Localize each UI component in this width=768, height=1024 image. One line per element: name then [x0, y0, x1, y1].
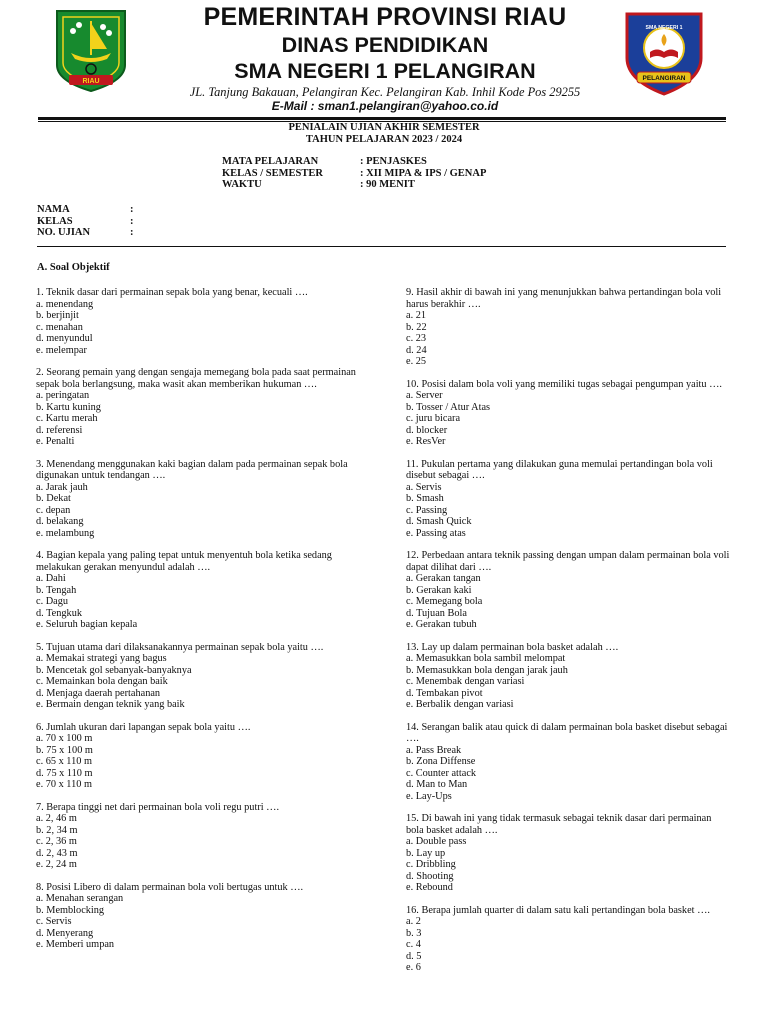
answer-option: e. 25	[406, 356, 427, 367]
question-text: 4. Bagian kepala yang paling tepat untuk menyentuh bola ketika sedang melakukan gerakan menyundul adalah ….	[36, 550, 335, 573]
answer-option: b. 3	[406, 927, 422, 939]
answer-option: b. 22	[406, 321, 427, 333]
identity-row-exam-number	[37, 227, 134, 239]
letterhead-rule-thick	[38, 117, 726, 120]
answer-option: d. Man to Man	[406, 779, 468, 790]
question-block	[406, 550, 731, 631]
riau-province-emblem-logo	[55, 9, 127, 93]
answer-option: d. menyundul	[36, 333, 93, 344]
department-title: DINAS PENDIDIKAN	[281, 33, 489, 57]
exam-meta	[222, 156, 486, 191]
answer-option: a. Servis	[406, 481, 442, 493]
answer-option: b. Tengah	[36, 584, 77, 596]
answer-option: a. 70 x 100 m	[36, 733, 93, 744]
question-block	[36, 882, 356, 951]
answer-option: d. Tembakan pivot	[406, 687, 483, 699]
answer-option: b. Mencetak gol sebanyak-banyaknya	[36, 664, 192, 676]
answer-option: e. ResVer	[406, 436, 446, 447]
answer-option: a. menendang	[36, 298, 94, 310]
answer-option: a. Menahan serangan	[36, 893, 124, 904]
identity-colon: :	[130, 227, 134, 238]
answer-option: b. Smash	[406, 493, 444, 504]
question-text: 10. Posisi dalam bola voli yang memiliki tugas sebagai pengumpan yaitu ….	[406, 378, 723, 390]
school-emblem-logo	[623, 10, 705, 96]
answer-option: e. Rebound	[406, 882, 453, 893]
answer-option: a. Server	[406, 390, 443, 401]
answer-option: a. 21	[406, 310, 427, 321]
identity-colon: :	[130, 204, 134, 215]
question-block	[406, 642, 731, 711]
answer-option: e. Lay-Ups	[406, 790, 452, 802]
answer-option: e. Gerakan tubuh	[406, 619, 477, 630]
question-text: 3. Menendang menggunakan kaki bagian dalam pada permainan sepak bola digunakan untuk tendangan ….	[36, 458, 351, 481]
answer-option: e. Passing atas	[406, 527, 466, 539]
answer-option: a. Double pass	[406, 836, 467, 847]
meta-row-class	[222, 168, 486, 180]
question-block	[36, 367, 359, 448]
meta-label: KELAS / SEMESTER	[222, 167, 323, 179]
answer-option: a. peringatan	[36, 390, 90, 401]
identity-label: NAMA	[37, 204, 70, 215]
answer-option: a. Gerakan tangan	[406, 573, 481, 584]
question-block	[36, 642, 356, 711]
answer-option: d. blocker	[406, 424, 448, 436]
question-block	[406, 722, 731, 803]
question-block	[406, 459, 731, 540]
answer-option: e. Penalti	[36, 436, 75, 447]
question-text: 12. Perbedaan antara teknik passing dengan umpan dalam permainan bola voli dapat dilihat dari ….	[406, 550, 732, 573]
answer-option: a. 2	[406, 916, 421, 927]
answer-option: b. 2, 34 m	[36, 824, 78, 836]
section-separator	[37, 246, 726, 247]
school-address: JL. Tanjung Bakauan, Pelangiran Kec. Pelangiran Kab. Inhil Kode Pos 29255	[189, 85, 581, 99]
question-text: 2. Seorang pemain yang dengan sengaja memegang bola pada saat permainan sepak bola berlangsung, maka wasit akan memberikan hukuman ….	[36, 367, 359, 390]
answer-option: c. 65 x 110 m	[36, 756, 92, 767]
answer-option: b. 75 x 100 m	[36, 744, 93, 756]
question-text: 13. Lay up dalam permainan bola basket adalah ….	[406, 641, 619, 653]
question-text: 11. Pukulan pertama yang dilakukan guna memulai pertandingan bola voli disebut sebagai ….	[406, 458, 716, 481]
answer-option: d. referensi	[36, 424, 83, 436]
answer-option: c. menahan	[36, 321, 83, 333]
meta-value: : PENJASKES	[360, 156, 427, 167]
answer-option: e. Seluruh bagian kepala	[36, 619, 138, 630]
identity-row-class	[37, 216, 134, 228]
school-emblem-text: SMA NEGERI 1	[645, 25, 683, 31]
emblem-ribbon-text: RIAU	[82, 78, 100, 85]
answer-option: d. 75 x 110 m	[36, 767, 93, 779]
question-text: 16. Berapa jumlah quarter di dalam satu kali pertandingan bola basket ….	[406, 904, 710, 916]
identity-label: NO. UJIAN	[37, 227, 91, 238]
section-title: A. Soal Objektif	[37, 262, 110, 273]
answer-option: c. Dribbling	[406, 859, 456, 870]
question-text: 6. Jumlah ukuran dari lapangan sepak bola yaitu ….	[36, 721, 251, 733]
question-text: 14. Serangan balik atau quick di dalam permainan bola basket disebut sebagai ….	[406, 721, 730, 744]
government-title: PEMERINTAH PROVINSI RIAU	[203, 3, 567, 31]
question-text: 8. Posisi Libero di dalam permainan bola voli bertugas untuk ….	[36, 881, 304, 893]
meta-row-time	[222, 179, 486, 191]
answer-option: e. melempar	[36, 344, 87, 356]
answer-option: e. Memberi umpan	[36, 939, 115, 950]
answer-option: d. 5	[406, 950, 422, 962]
answer-option: a. Jarak jauh	[36, 481, 88, 493]
answer-option: e. melambung	[36, 527, 95, 539]
question-text: 9. Hasil akhir di bawah ini yang menunjukkan bahwa pertandingan bola voli harus berakhir ….	[406, 287, 724, 310]
answer-option: c. Memainkan bola dengan baik	[36, 676, 168, 687]
answer-option: d. Tengkuk	[36, 607, 82, 619]
answer-option: c. 4	[406, 939, 421, 950]
answer-option: c. 2, 36 m	[36, 836, 77, 847]
school-ribbon-text: PELANGIRAN	[642, 75, 686, 82]
answer-option: a. Pass Break	[406, 744, 462, 756]
exam-title: PENIALAIN UJIAN AKHIR SEMESTER	[288, 122, 480, 133]
meta-value: : XII MIPA & IPS / GENAP	[360, 167, 487, 179]
question-block	[36, 550, 356, 631]
answer-option: b. Kartu kuning	[36, 401, 101, 413]
answer-option: c. Passing	[406, 504, 448, 516]
answer-option: b. Memasukkan bola dengan jarak jauh	[406, 664, 568, 676]
question-text: 5. Tujuan utama dari dilaksanakannya permainan sepak bola yaitu ….	[36, 641, 324, 653]
answer-option: d. Shooting	[406, 870, 454, 882]
meta-label: WAKTU	[222, 179, 262, 190]
answer-option: d. 2, 43 m	[36, 847, 78, 859]
answer-option: c. Memegang bola	[406, 596, 483, 607]
answer-option: b. berjinjit	[36, 310, 79, 321]
answer-option: e. Bermain dengan teknik yang baik	[36, 699, 185, 710]
letterhead	[140, 3, 630, 114]
answer-option: b. Zona Diffense	[406, 756, 476, 767]
question-text: 7. Berapa tinggi net dari permainan bola voli regu putri ….	[36, 801, 280, 813]
identity-label: KELAS	[37, 215, 73, 227]
answer-option: b. Memblocking	[36, 904, 105, 916]
question-block	[36, 722, 356, 791]
questions-column-right	[406, 287, 731, 974]
answer-option: c. 23	[406, 333, 427, 344]
answer-option: c. Kartu merah	[36, 413, 98, 424]
answer-option: d. Smash Quick	[406, 516, 472, 527]
answer-option: c. Dagu	[36, 596, 69, 607]
question-block	[36, 459, 356, 540]
student-identity	[37, 204, 134, 239]
meta-row-subject	[222, 156, 486, 168]
school-title: SMA NEGERI 1 PELANGIRAN	[234, 59, 536, 83]
answer-option: e. 6	[406, 962, 421, 973]
answer-option: c. Menembak dengan variasi	[406, 676, 525, 687]
answer-option: c. depan	[36, 504, 71, 516]
answer-option: e. Berbalik dengan variasi	[406, 699, 514, 710]
answer-option: b. Tosser / Atur Atas	[406, 401, 491, 413]
question-block	[36, 802, 356, 871]
answer-option: d. Menyerang	[36, 927, 94, 939]
answer-option: b. Gerakan kaki	[406, 584, 472, 596]
answer-option: e. 70 x 110 m	[36, 779, 92, 790]
meta-label: MATA PELAJARAN	[222, 156, 319, 167]
exam-heading	[0, 122, 768, 146]
answer-option: c. Counter attack	[406, 767, 477, 779]
question-text: 1. Teknik dasar dari permainan sepak bola yang benar, kecuali ….	[36, 287, 308, 298]
answer-option: b. Dekat	[36, 493, 71, 504]
answer-option: c. juru bicara	[406, 413, 461, 424]
identity-row-name	[37, 204, 134, 216]
answer-option: d. belakang	[36, 516, 84, 527]
answer-option: d. 24	[406, 344, 427, 356]
identity-colon: :	[130, 215, 134, 227]
question-text: 15. Di bawah ini yang tidak termasuk sebagai teknik dasar dari permainan bola basket adalah ….	[406, 813, 714, 836]
question-block	[406, 813, 731, 894]
answer-option: b. Lay up	[406, 847, 446, 859]
exam-year: TAHUN PELAJARAN 2023 / 2024	[305, 134, 463, 145]
question-block	[406, 379, 731, 448]
answer-option: e. 2, 24 m	[36, 859, 77, 870]
questions-column-left	[36, 287, 359, 951]
question-block	[406, 905, 731, 974]
question-block	[406, 287, 731, 368]
answer-option: a. 2, 46 m	[36, 813, 77, 824]
school-email: E-Mail : sman1.pelangiran@yahoo.co.id	[271, 99, 499, 113]
answer-option: a. Dahi	[36, 573, 66, 584]
answer-option: a. Memasukkan bola sambil melompat	[406, 653, 566, 664]
answer-option: a. Memakai strategi yang bagus	[36, 653, 167, 664]
answer-option: c. Servis	[36, 916, 72, 927]
answer-option: d. Tujuan Bola	[406, 607, 467, 619]
answer-option: d. Menjaga daerah pertahanan	[36, 687, 161, 699]
question-block	[36, 287, 356, 356]
meta-value: : 90 MENIT	[360, 179, 415, 190]
